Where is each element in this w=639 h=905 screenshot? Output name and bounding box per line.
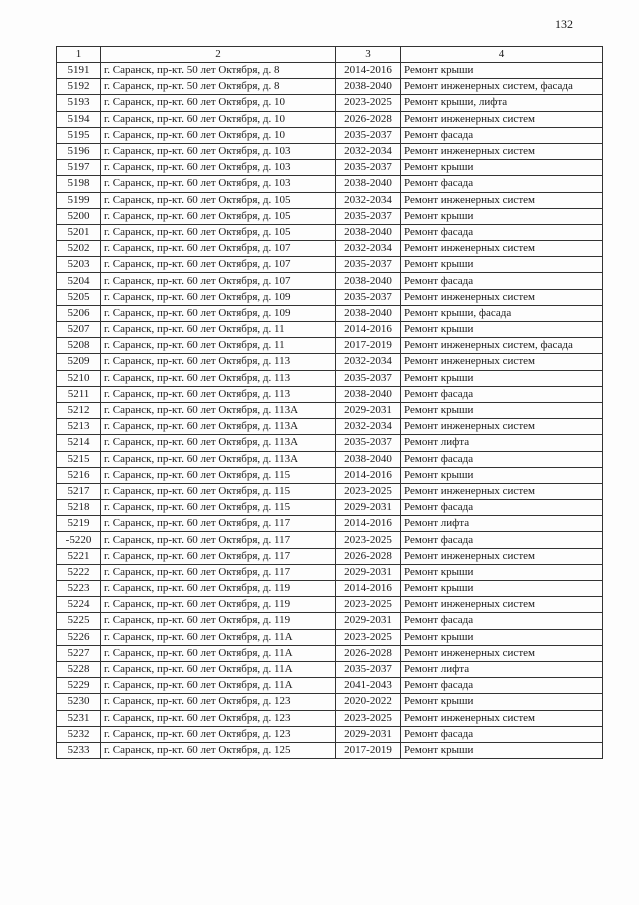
column-header-2: 2 (101, 47, 336, 63)
table-row (57, 322, 603, 338)
work-type-cell: Ремонт инженерных систем (401, 419, 603, 435)
column-header-4: 4 (401, 47, 603, 63)
row-number-cell: 5213 (57, 419, 101, 435)
address-cell: г. Саранск, пр-кт. 60 лет Октября, д. 11 (101, 322, 336, 338)
table-row (57, 305, 603, 321)
address-cell: г. Саранск, пр-кт. 60 лет Октября, д. 103 (101, 160, 336, 176)
row-number-cell: 5198 (57, 176, 101, 192)
address-cell: г. Саранск, пр-кт. 60 лет Октября, д. 10 (101, 127, 336, 143)
work-type-cell: Ремонт фасада (401, 726, 603, 742)
table-row (57, 516, 603, 532)
address-cell: г. Саранск, пр-кт. 60 лет Октября, д. 103 (101, 143, 336, 159)
table-row (57, 273, 603, 289)
address-cell: г. Саранск, пр-кт. 60 лет Октября, д. 103 (101, 176, 336, 192)
address-cell: г. Саранск, пр-кт. 60 лет Октября, д. 11 (101, 338, 336, 354)
row-number-cell: 5228 (57, 661, 101, 677)
address-cell: г. Саранск, пр-кт. 60 лет Октября, д. 113А (101, 419, 336, 435)
work-type-cell: Ремонт фасада (401, 532, 603, 548)
row-number-cell: 5224 (57, 597, 101, 613)
period-cell: 2041-2043 (336, 678, 401, 694)
table-row (57, 661, 603, 677)
address-cell: г. Саранск, пр-кт. 60 лет Октября, д. 117 (101, 516, 336, 532)
work-type-cell: Ремонт крыши (401, 581, 603, 597)
period-cell: 2014-2016 (336, 516, 401, 532)
work-type-cell: Ремонт инженерных систем (401, 241, 603, 257)
period-cell: 2032-2034 (336, 354, 401, 370)
address-cell: г. Саранск, пр-кт. 60 лет Октября, д. 113А (101, 451, 336, 467)
row-number-cell: 5201 (57, 224, 101, 240)
page-number: 132 (555, 17, 573, 31)
table-row (57, 241, 603, 257)
work-type-cell: Ремонт инженерных систем, фасада (401, 79, 603, 95)
row-number-cell: 5218 (57, 500, 101, 516)
table-row (57, 694, 603, 710)
address-cell: г. Саранск, пр-кт. 60 лет Октября, д. 10 (101, 95, 336, 111)
period-cell: 2029-2031 (336, 564, 401, 580)
work-type-cell: Ремонт инженерных систем (401, 548, 603, 564)
work-type-cell: Ремонт крыши (401, 257, 603, 273)
row-number-cell: 5230 (57, 694, 101, 710)
work-type-cell: Ремонт фасада (401, 613, 603, 629)
table-row (57, 111, 603, 127)
period-cell: 2038-2040 (336, 305, 401, 321)
period-cell: 2032-2034 (336, 192, 401, 208)
table-row (57, 143, 603, 159)
work-type-cell: Ремонт фасада (401, 500, 603, 516)
address-cell: г. Саранск, пр-кт. 60 лет Октября, д. 115 (101, 500, 336, 516)
period-cell: 2023-2025 (336, 483, 401, 499)
table-row (57, 192, 603, 208)
address-cell: г. Саранск, пр-кт. 60 лет Октября, д. 105 (101, 208, 336, 224)
period-cell: 2026-2028 (336, 548, 401, 564)
work-type-cell: Ремонт фасада (401, 224, 603, 240)
period-cell: 2038-2040 (336, 273, 401, 289)
work-type-cell: Ремонт инженерных систем (401, 597, 603, 613)
address-cell: г. Саранск, пр-кт. 60 лет Октября, д. 119 (101, 597, 336, 613)
table-row (57, 176, 603, 192)
address-cell: г. Саранск, пр-кт. 60 лет Октября, д. 107 (101, 241, 336, 257)
row-number-cell: 5212 (57, 402, 101, 418)
period-cell: 2014-2016 (336, 63, 401, 79)
period-cell: 2029-2031 (336, 402, 401, 418)
address-cell: г. Саранск, пр-кт. 50 лет Октября, д. 8 (101, 79, 336, 95)
table-row (57, 208, 603, 224)
work-type-cell: Ремонт лифта (401, 435, 603, 451)
table-row (57, 338, 603, 354)
table-row (57, 127, 603, 143)
row-number-cell: 5215 (57, 451, 101, 467)
address-cell: г. Саранск, пр-кт. 60 лет Октября, д. 113 (101, 354, 336, 370)
period-cell: 2038-2040 (336, 224, 401, 240)
address-cell: г. Саранск, пр-кт. 60 лет Октября, д. 109 (101, 305, 336, 321)
table-row (57, 532, 603, 548)
table-row (57, 564, 603, 580)
row-number-cell: 5232 (57, 726, 101, 742)
table-row (57, 79, 603, 95)
row-number-cell: 5195 (57, 127, 101, 143)
address-cell: г. Саранск, пр-кт. 60 лет Октября, д. 119 (101, 581, 336, 597)
work-type-cell: Ремонт крыши (401, 160, 603, 176)
row-number-cell: 5196 (57, 143, 101, 159)
address-cell: г. Саранск, пр-кт. 60 лет Октября, д. 115 (101, 483, 336, 499)
address-cell: г. Саранск, пр-кт. 60 лет Октября, д. 125 (101, 742, 336, 758)
table-body (57, 63, 603, 759)
period-cell: 2038-2040 (336, 451, 401, 467)
period-cell: 2035-2037 (336, 160, 401, 176)
period-cell: 2014-2016 (336, 467, 401, 483)
period-cell: 2020-2022 (336, 694, 401, 710)
address-cell: г. Саранск, пр-кт. 60 лет Октября, д. 105 (101, 224, 336, 240)
work-type-cell: Ремонт крыши (401, 564, 603, 580)
table-row (57, 467, 603, 483)
address-cell: г. Саранск, пр-кт. 60 лет Октября, д. 123 (101, 726, 336, 742)
period-cell: 2035-2037 (336, 289, 401, 305)
table-row (57, 742, 603, 758)
period-cell: 2029-2031 (336, 500, 401, 516)
address-cell: г. Саранск, пр-кт. 60 лет Октября, д. 113 (101, 386, 336, 402)
table-row (57, 402, 603, 418)
row-number-cell: 5227 (57, 645, 101, 661)
work-type-cell: Ремонт инженерных систем (401, 354, 603, 370)
row-number-cell: 5216 (57, 467, 101, 483)
address-cell: г. Саранск, пр-кт. 60 лет Октября, д. 117 (101, 532, 336, 548)
row-number-cell: 5229 (57, 678, 101, 694)
row-number-cell: 5197 (57, 160, 101, 176)
row-number-cell: 5202 (57, 241, 101, 257)
work-type-cell: Ремонт крыши, лифта (401, 95, 603, 111)
period-cell: 2026-2028 (336, 645, 401, 661)
table-row (57, 645, 603, 661)
row-number-cell: 5200 (57, 208, 101, 224)
table-row (57, 597, 603, 613)
table-row (57, 629, 603, 645)
work-type-cell: Ремонт инженерных систем (401, 111, 603, 127)
table-row (57, 726, 603, 742)
row-number-cell: 5225 (57, 613, 101, 629)
period-cell: 2029-2031 (336, 613, 401, 629)
work-type-cell: Ремонт крыши (401, 402, 603, 418)
row-number-cell: 5192 (57, 79, 101, 95)
row-number-cell: 5217 (57, 483, 101, 499)
work-type-cell: Ремонт фасада (401, 127, 603, 143)
period-cell: 2023-2025 (336, 95, 401, 111)
work-type-cell: Ремонт инженерных систем (401, 483, 603, 499)
work-type-cell: Ремонт фасада (401, 386, 603, 402)
table-header (57, 47, 603, 63)
row-number-cell: 5231 (57, 710, 101, 726)
work-type-cell: Ремонт фасада (401, 176, 603, 192)
address-cell: г. Саранск, пр-кт. 60 лет Октября, д. 11А (101, 645, 336, 661)
work-type-cell: Ремонт фасада (401, 273, 603, 289)
work-type-cell: Ремонт инженерных систем (401, 645, 603, 661)
header-row (57, 47, 603, 63)
table-row (57, 386, 603, 402)
period-cell: 2035-2037 (336, 435, 401, 451)
work-type-cell: Ремонт лифта (401, 661, 603, 677)
capital-repair-table (56, 46, 603, 759)
address-cell: г. Саранск, пр-кт. 60 лет Октября, д. 107 (101, 273, 336, 289)
period-cell: 2038-2040 (336, 176, 401, 192)
work-type-cell: Ремонт крыши (401, 63, 603, 79)
period-cell: 2038-2040 (336, 79, 401, 95)
period-cell: 2032-2034 (336, 419, 401, 435)
row-number-cell: 5208 (57, 338, 101, 354)
row-number-cell: -5220 (57, 532, 101, 548)
address-cell: г. Саранск, пр-кт. 60 лет Октября, д. 123 (101, 694, 336, 710)
period-cell: 2023-2025 (336, 532, 401, 548)
work-type-cell: Ремонт крыши (401, 208, 603, 224)
table-row (57, 581, 603, 597)
row-number-cell: 5210 (57, 370, 101, 386)
period-cell: 2035-2037 (336, 257, 401, 273)
address-cell: г. Саранск, пр-кт. 60 лет Октября, д. 11А (101, 678, 336, 694)
address-cell: г. Саранск, пр-кт. 60 лет Октября, д. 113А (101, 435, 336, 451)
work-type-cell: Ремонт фасада (401, 451, 603, 467)
address-cell: г. Саранск, пр-кт. 60 лет Октября, д. 117 (101, 564, 336, 580)
row-number-cell: 5233 (57, 742, 101, 758)
row-number-cell: 5191 (57, 63, 101, 79)
row-number-cell: 5203 (57, 257, 101, 273)
work-type-cell: Ремонт крыши (401, 694, 603, 710)
table-row (57, 548, 603, 564)
row-number-cell: 5205 (57, 289, 101, 305)
address-cell: г. Саранск, пр-кт. 60 лет Октября, д. 113 (101, 370, 336, 386)
work-type-cell: Ремонт крыши (401, 629, 603, 645)
work-type-cell: Ремонт инженерных систем (401, 192, 603, 208)
period-cell: 2017-2019 (336, 742, 401, 758)
period-cell: 2038-2040 (336, 386, 401, 402)
period-cell: 2029-2031 (336, 726, 401, 742)
row-number-cell: 5204 (57, 273, 101, 289)
period-cell: 2035-2037 (336, 370, 401, 386)
address-cell: г. Саранск, пр-кт. 60 лет Октября, д. 119 (101, 613, 336, 629)
row-number-cell: 5207 (57, 322, 101, 338)
table-row (57, 370, 603, 386)
table-row (57, 710, 603, 726)
work-type-cell: Ремонт инженерных систем, фасада (401, 338, 603, 354)
row-number-cell: 5199 (57, 192, 101, 208)
table-row (57, 160, 603, 176)
work-type-cell: Ремонт инженерных систем (401, 710, 603, 726)
work-type-cell: Ремонт крыши (401, 370, 603, 386)
period-cell: 2035-2037 (336, 661, 401, 677)
work-type-cell: Ремонт лифта (401, 516, 603, 532)
table-row (57, 613, 603, 629)
column-header-3: 3 (336, 47, 401, 63)
table-row (57, 435, 603, 451)
work-type-cell: Ремонт инженерных систем (401, 143, 603, 159)
row-number-cell: 5226 (57, 629, 101, 645)
period-cell: 2023-2025 (336, 629, 401, 645)
address-cell: г. Саранск, пр-кт. 60 лет Октября, д. 123 (101, 710, 336, 726)
address-cell: г. Саранск, пр-кт. 60 лет Октября, д. 115 (101, 467, 336, 483)
column-header-1: 1 (57, 47, 101, 63)
period-cell: 2035-2037 (336, 208, 401, 224)
work-type-cell: Ремонт крыши (401, 322, 603, 338)
address-cell: г. Саранск, пр-кт. 50 лет Октября, д. 8 (101, 63, 336, 79)
table-row (57, 678, 603, 694)
row-number-cell: 5194 (57, 111, 101, 127)
period-cell: 2023-2025 (336, 710, 401, 726)
table-row (57, 224, 603, 240)
period-cell: 2014-2016 (336, 322, 401, 338)
address-cell: г. Саранск, пр-кт. 60 лет Октября, д. 117 (101, 548, 336, 564)
address-cell: г. Саранск, пр-кт. 60 лет Октября, д. 107 (101, 257, 336, 273)
address-cell: г. Саранск, пр-кт. 60 лет Октября, д. 11А (101, 661, 336, 677)
work-type-cell: Ремонт фасада (401, 678, 603, 694)
address-cell: г. Саранск, пр-кт. 60 лет Октября, д. 11А (101, 629, 336, 645)
work-type-cell: Ремонт крыши (401, 742, 603, 758)
row-number-cell: 5223 (57, 581, 101, 597)
row-number-cell: 5214 (57, 435, 101, 451)
period-cell: 2014-2016 (336, 581, 401, 597)
table-row (57, 419, 603, 435)
row-number-cell: 5211 (57, 386, 101, 402)
row-number-cell: 5209 (57, 354, 101, 370)
table-row (57, 289, 603, 305)
address-cell: г. Саранск, пр-кт. 60 лет Октября, д. 109 (101, 289, 336, 305)
period-cell: 2035-2037 (336, 127, 401, 143)
work-type-cell: Ремонт крыши, фасада (401, 305, 603, 321)
period-cell: 2032-2034 (336, 241, 401, 257)
period-cell: 2026-2028 (336, 111, 401, 127)
period-cell: 2032-2034 (336, 143, 401, 159)
table-row (57, 483, 603, 499)
table-row (57, 500, 603, 516)
period-cell: 2017-2019 (336, 338, 401, 354)
row-number-cell: 5222 (57, 564, 101, 580)
address-cell: г. Саранск, пр-кт. 60 лет Октября, д. 113А (101, 402, 336, 418)
table-row (57, 451, 603, 467)
address-cell: г. Саранск, пр-кт. 60 лет Октября, д. 10 (101, 111, 336, 127)
row-number-cell: 5206 (57, 305, 101, 321)
table-row (57, 354, 603, 370)
row-number-cell: 5193 (57, 95, 101, 111)
table-row (57, 257, 603, 273)
period-cell: 2023-2025 (336, 597, 401, 613)
work-type-cell: Ремонт крыши (401, 467, 603, 483)
work-type-cell: Ремонт инженерных систем (401, 289, 603, 305)
table-row (57, 95, 603, 111)
row-number-cell: 5221 (57, 548, 101, 564)
address-cell: г. Саранск, пр-кт. 60 лет Октября, д. 105 (101, 192, 336, 208)
row-number-cell: 5219 (57, 516, 101, 532)
table-row (57, 63, 603, 79)
